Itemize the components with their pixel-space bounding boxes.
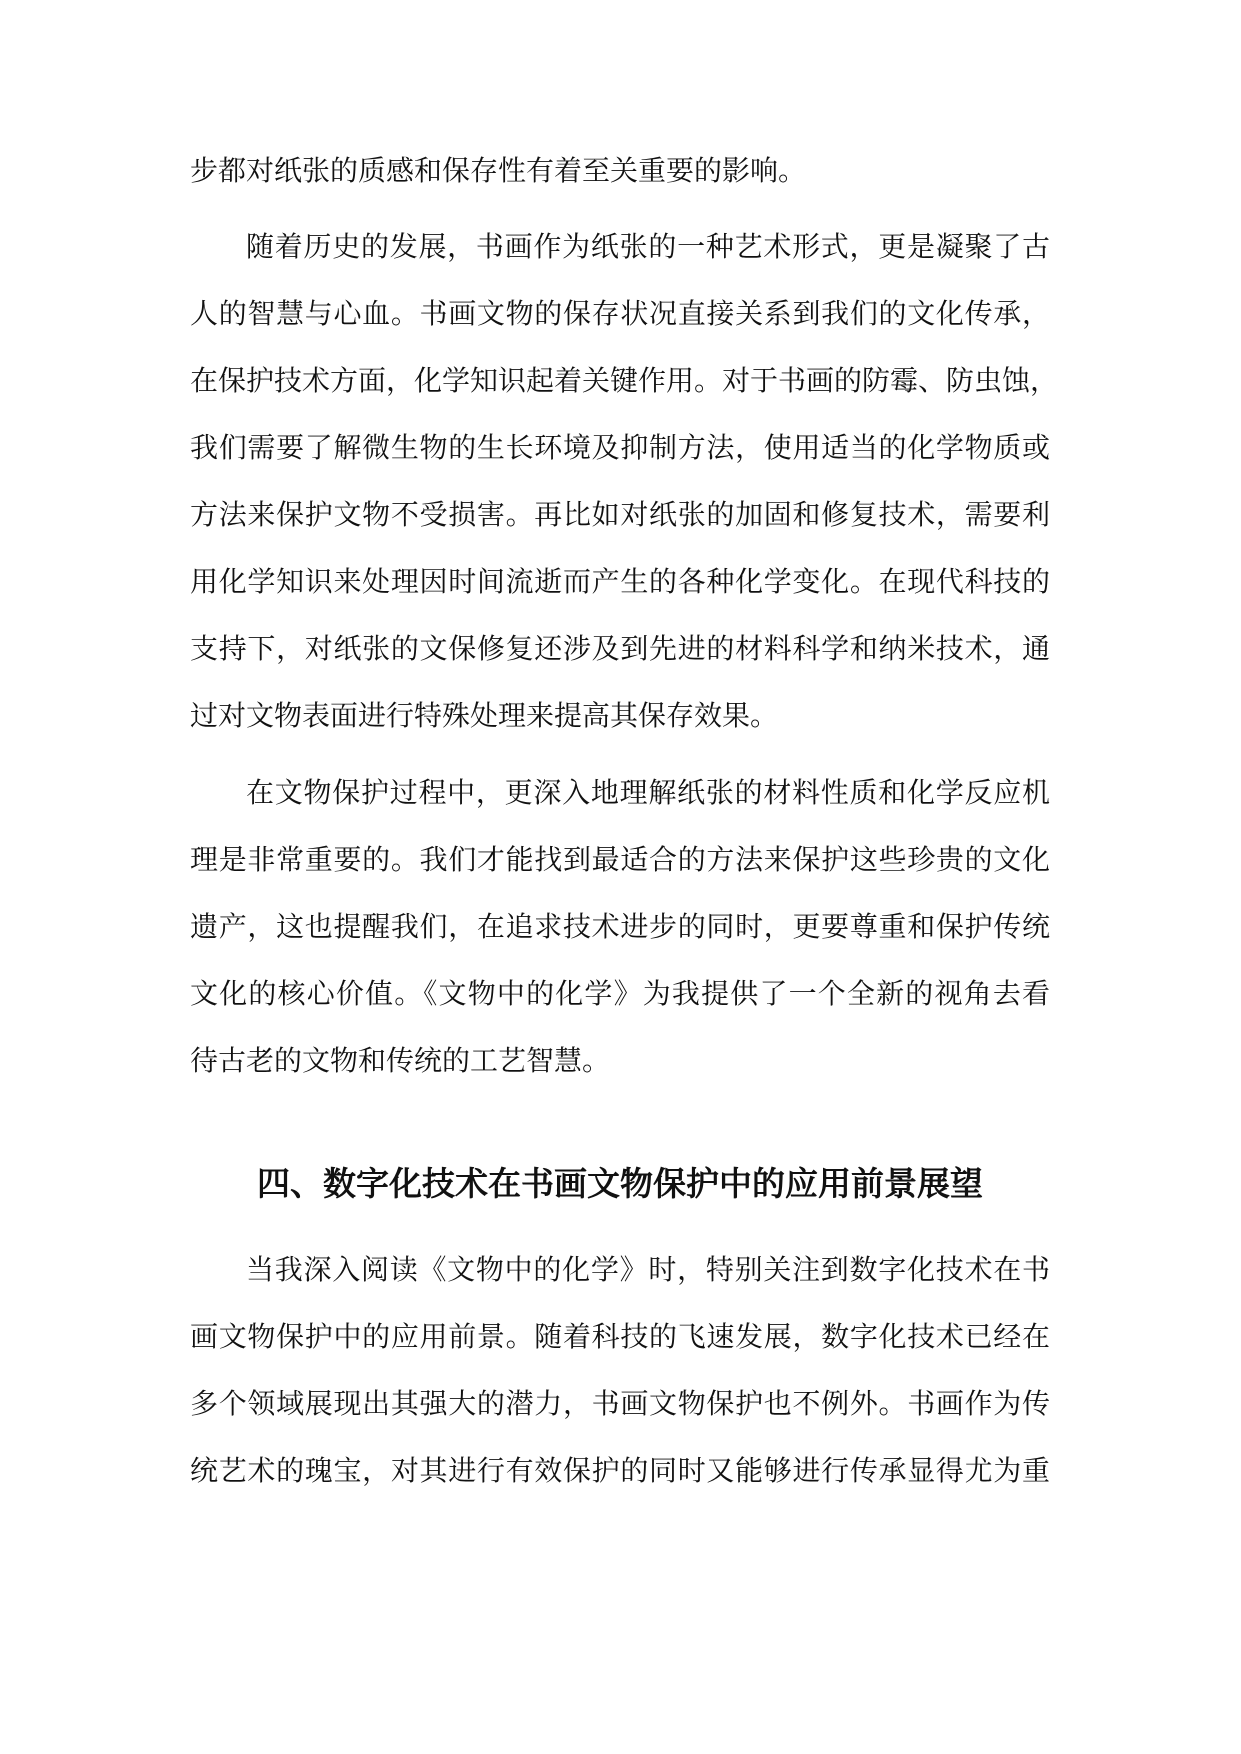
body-text-line: 遗产，这也提醒我们，在追求技术进步的同时，更要尊重和保护传统 [190,910,1050,943]
body-text-line: 人的智慧与心血。书画文物的保存状况直接关系到我们的文化传承， [190,297,1050,330]
body-text-line: 文化的核心价值。《文物中的化学》为我提供了一个全新的视角去看 [190,977,1050,1010]
section-heading: 四、数字化技术在书画文物保护中的应用前景展望 [257,1164,983,1203]
body-text-line: 随着历史的发展，书画作为纸张的一种艺术形式，更是凝聚了古 [246,230,1050,263]
body-text-line: 画文物保护中的应用前景。随着科技的飞速发展，数字化技术已经在 [190,1320,1050,1353]
body-text-line: 统艺术的瑰宝，对其进行有效保护的同时又能够进行传承显得尤为重 [190,1454,1050,1487]
body-text-line: 在文物保护过程中，更深入地理解纸张的材料性质和化学反应机 [246,776,1050,809]
body-text-line: 过对文物表面进行特殊处理来提高其保存效果。 [190,699,779,732]
body-text-line: 在保护技术方面，化学知识起着关键作用。对于书画的防霉、防虫蚀， [190,364,1059,397]
body-text-line: 用化学知识来处理因时间流逝而产生的各种化学变化。在现代科技的 [190,565,1050,598]
body-text-line: 当我深入阅读《文物中的化学》时，特别关注到数字化技术在书 [246,1253,1050,1286]
body-text-line: 多个领域展现出其强大的潜力，书画文物保护也不例外。书画作为传 [190,1387,1050,1420]
body-text-line: 支持下，对纸张的文保修复还涉及到先进的材料科学和纳米技术，通 [190,632,1050,665]
body-text-line: 步都对纸张的质感和保存性有着至关重要的影响。 [190,154,807,187]
body-text-line: 我们需要了解微生物的生长环境及抑制方法，使用适当的化学物质或 [190,431,1050,464]
body-text-line: 理是非常重要的。我们才能找到最适合的方法来保护这些珍贵的文化 [190,843,1050,876]
body-text-line: 方法来保护文物不受损害。再比如对纸张的加固和修复技术，需要利 [190,498,1050,531]
body-text-line: 待古老的文物和传统的工艺智慧。 [190,1044,611,1077]
